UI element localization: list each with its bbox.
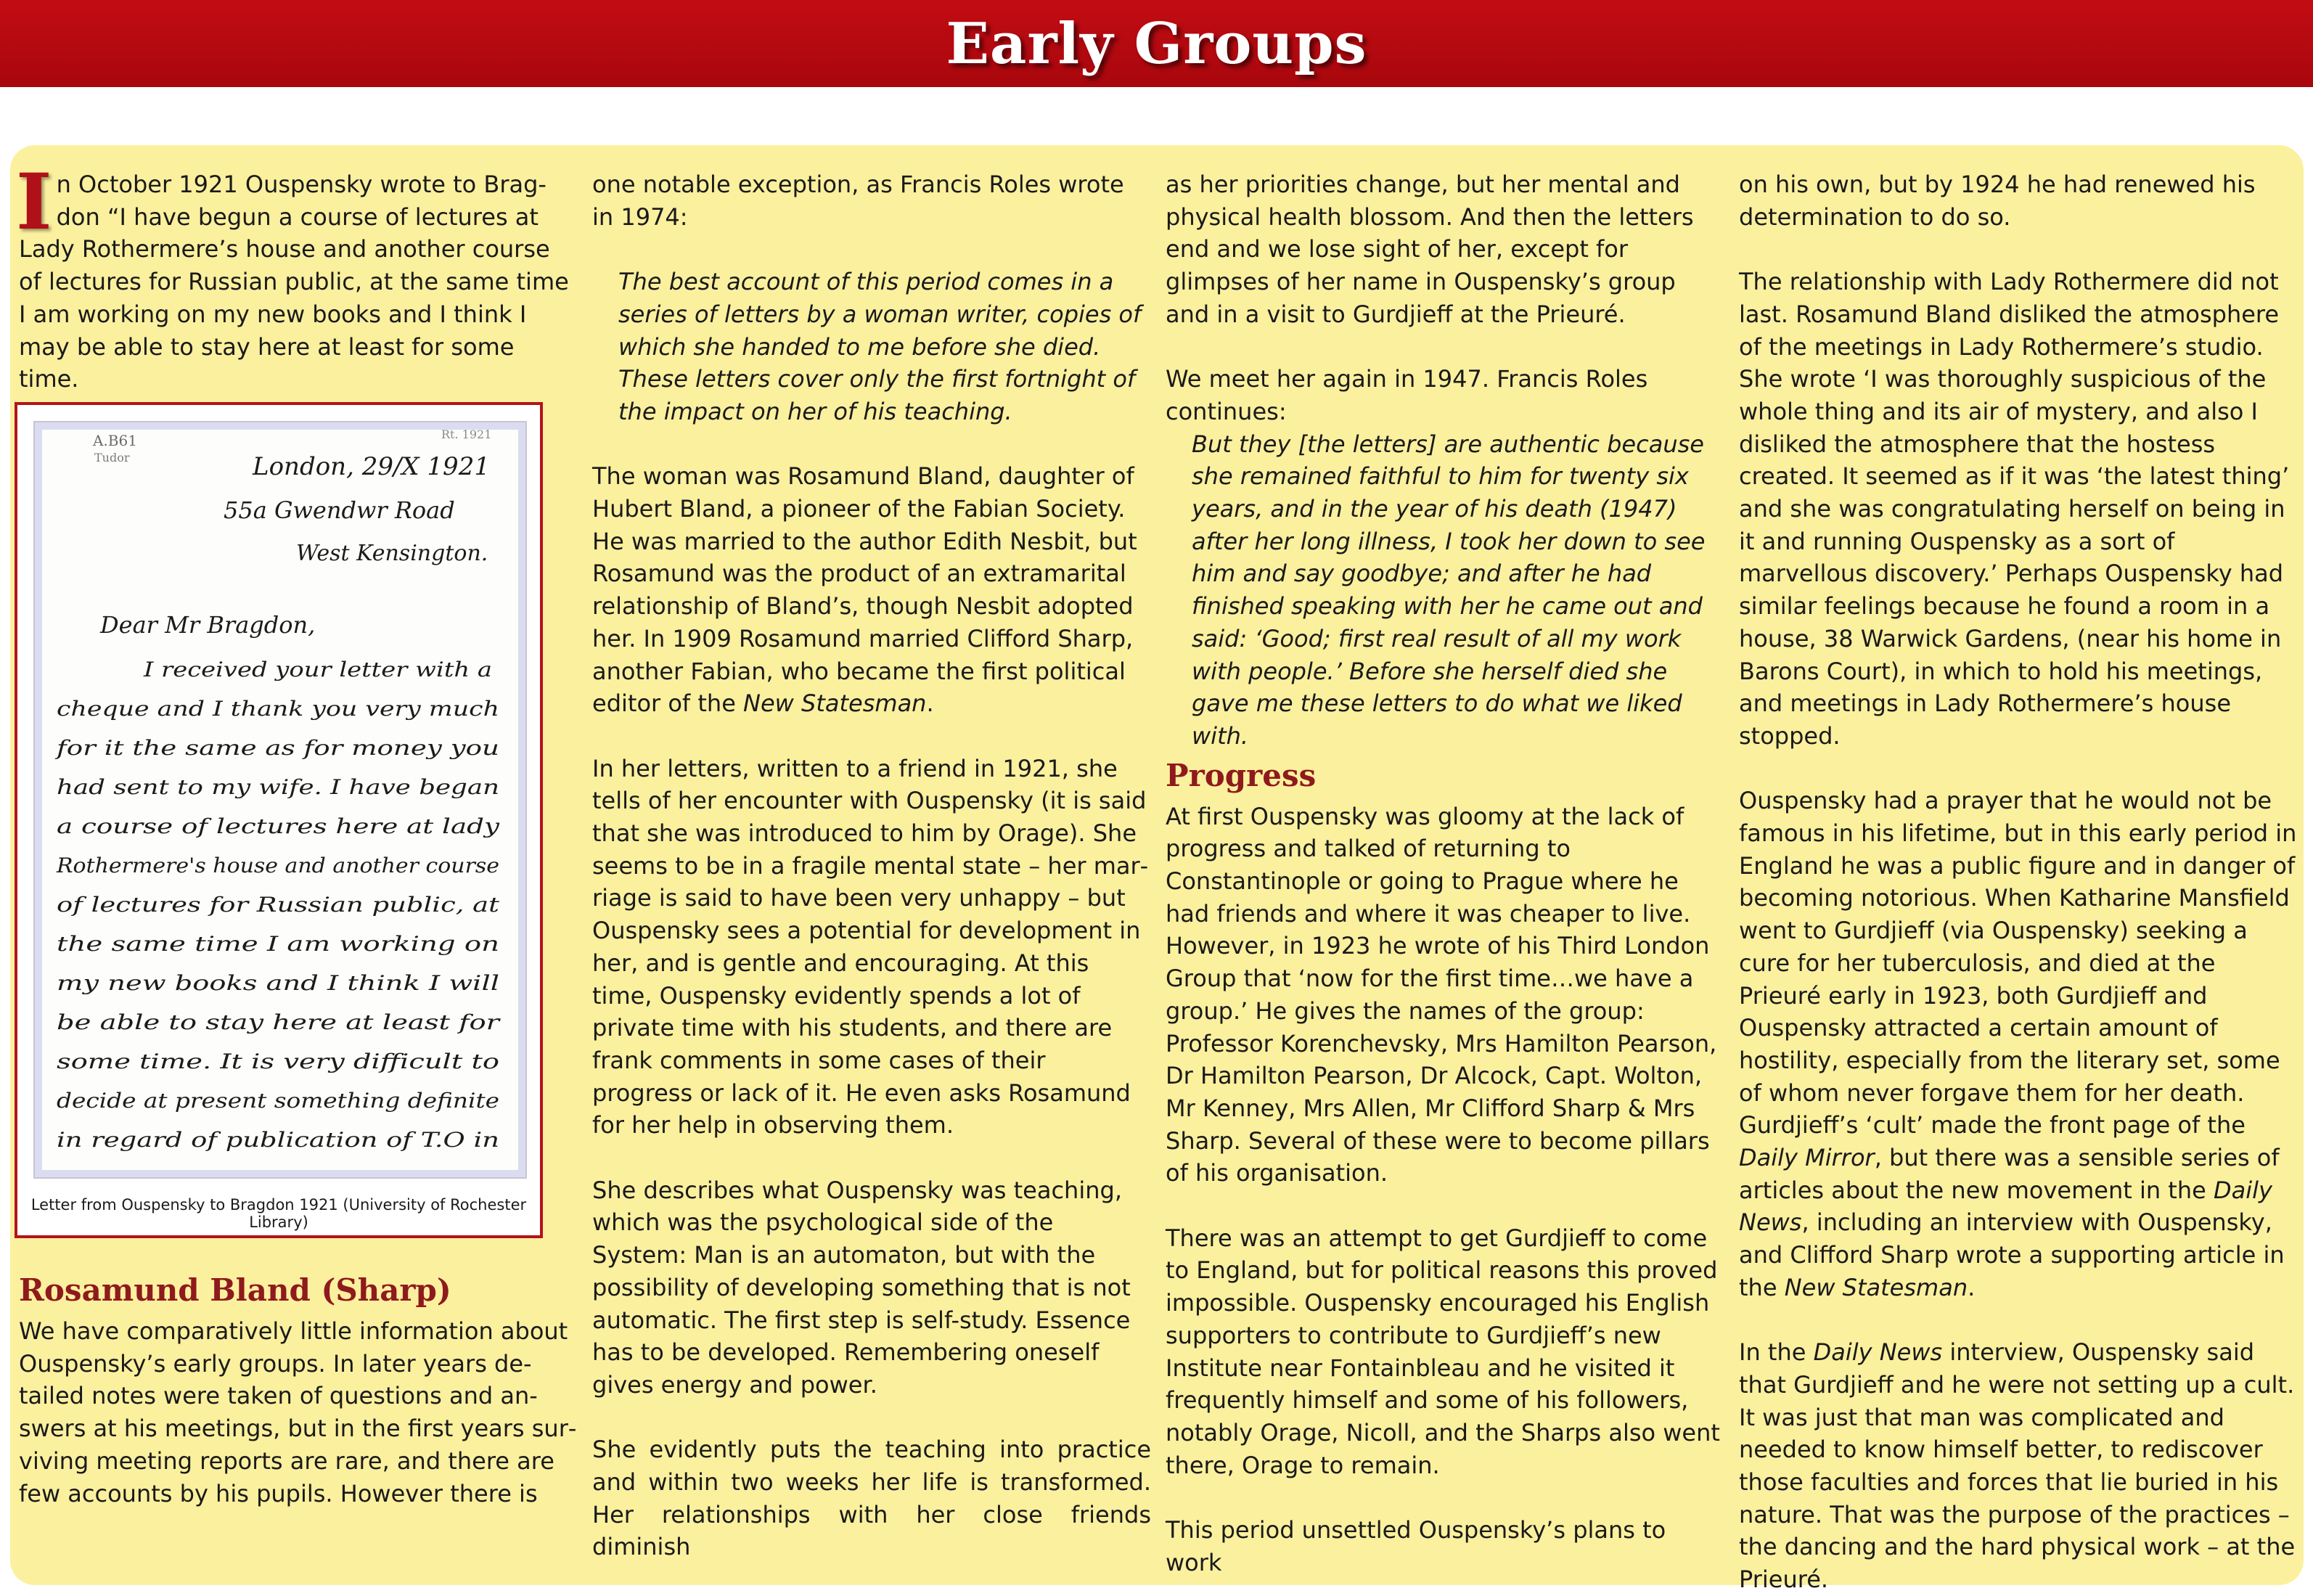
publication-title: Daily News [1813, 1338, 1943, 1367]
blockquote-roles: The best account of this period comes in a series of letters by a woman writer, copies of which she handed to me before she died. These letters cover only the first fortnight of the impact on her of his teaching. [618, 268, 1142, 425]
letter-line: in regard of publication of T.O in [57, 1128, 499, 1152]
letter-figure [15, 402, 543, 1238]
publication-title: New Statesman [1784, 1273, 1968, 1301]
paragraph: In the Daily News interview, Ouspensky said that Gurdjieff and he were not setting up a cult. It was just that man was complicated and needed to know himself better, to rediscover those faculties and forces that lie buried in his nature. That was the purpose of the practices – the dancing and the hard physical work – at the Prieuré. [1739, 1338, 2296, 1594]
paragraph: as her priorities change, but her mental and physical health blossom. And then the letters end and we lose sight of her, except for glimpses of her name in Ouspensky’s group and in a visit to Gurdjieff at the Prieuré. [1166, 171, 1694, 328]
page-title: Early Groups [946, 10, 1367, 77]
paragraph: At first Ouspensky was gloomy at the lack of progress and talked of returning to Constantinople or going to Prague where he had friends and where it was cheaper to live. However, in 1923 he wrote of his Third London Group that ‘now for the first time…we have a group.’ He gives the names of the group: Professor Korenchevsky, Mrs Hamilton Pearson, Dr Hamilton Pearson, Dr Alcock, Capt. Wolton, Mr Kenney, Mrs Allen, Mr Clifford Sharp & Mrs Sharp. Several of these were to become pillars of his organisation. [1166, 802, 1717, 1187]
publication-title: Daily Mirror [1739, 1144, 1875, 1172]
paragraph: This period unsettled Ouspensky’s plans to work [1166, 1516, 1666, 1576]
letter-line: a course of lectures here at lady [57, 814, 501, 838]
column-1-lower [19, 1272, 578, 1510]
paragraph: In her letters, written to a friend in 1921, she tells of her encounter with Ouspensky (it is said that she was introduced to him by Orage). She seems to be in a fragile mental state – her marriage is said to have been very unhappy – but Ouspensky sees a potential for development in her, and is gentle and encouraging. At this time, Ouspensky evidently spends a lot of private time with his students, and there are frank comments in some cases of their progress or lack of it. He even asks Rosamund for her help in observing them. [592, 754, 1149, 1139]
letter-body [54, 658, 501, 1152]
column-1 [16, 156, 578, 396]
paragraph: She evidently puts the teaching into practice and within two weeks her life is transformed. Her relationships with her close friends diminish [592, 1436, 1151, 1561]
column-2 [592, 168, 1151, 1563]
paragraph: We meet her again in 1947. Francis Roles continues: [1166, 365, 1648, 425]
letter-line: my new books and I think I will [57, 971, 499, 995]
letter-line: be able to stay here at least for [57, 1010, 502, 1034]
letter-corner-left-2: Tudor [94, 451, 130, 465]
letter-line: some time. It is very difficult to [57, 1049, 499, 1073]
letter-svg [35, 422, 525, 1177]
column-3 [1166, 168, 1724, 1579]
letter-address-2: West Kensington. [296, 541, 488, 566]
publication-title: Daily News [1739, 1176, 2272, 1237]
section-heading-progress: Progress [1166, 757, 1317, 793]
section-heading-rosamund: Rosamund Bland (Sharp) [19, 1272, 451, 1308]
letter-line: the same time I am working on [57, 932, 499, 956]
paragraph: There was an attempt to get Gurdjieff to come to England, but for political reasons this proved impossible. Ouspensky encouraged his English supporters to contribute to Gurdjieff’s new Institute near Fontainbleau and he visited it frequently himself and some of his followers, notably Orage, Nicoll, and the Sharps also went there, Orage to remain. [1166, 1224, 1720, 1479]
paragraph: Ouspensky had a prayer that he would not be famous in his lifetime, but in this early period in England he was a public figure and in danger of becoming notorious. When Katharine Mansfield went to Gurdjieff (via Ouspensky) seeking a cure for her tuberculosis, and died at the Prieuré early in 1923, both Gurdjieff and Ouspensky attracted a certain amount of hostility, especially from the literary set, some of whom never forgave them for her death. Gurdjieff’s ‘cult’ made the front page of the Daily Mirror, but there was a sensible series of articles about the new movement in the Daily News, including an interview with Ouspensky, and Clifford Sharp wrote a supporting article in the New Statesman. [1739, 787, 2297, 1301]
letter-line: for it the same as for money you [54, 736, 499, 760]
letter-line: I received your letter with a [142, 658, 493, 682]
letter-line: cheque and I thank you very much [57, 697, 499, 721]
figure-caption: Letter from Ouspensky to Bragdon 1921 (University of Rochester Library) [30, 1196, 527, 1231]
column-4 [1739, 168, 2298, 1596]
paragraph: The woman was Rosamund Bland, daughter of Hubert Bland, a pioneer of the Fabian Society. He was married to the author Edith Nesbit, but Rosamund was the product of an extramarital relationship of Bland’s, though Nesbit adopted her. In 1909 Rosamund married Clifford Sharp, another Fabian, who became the first political editor of the New Statesman. [592, 462, 1137, 718]
publication-title: New Statesman [743, 689, 927, 718]
paragraph: on his own, but by 1924 he had renewed his determination to do so. [1739, 171, 2256, 231]
letter-address-1: 55a Gwendwr Road [224, 496, 455, 524]
letter-line: decide at present something definite [57, 1089, 499, 1113]
drop-cap: I [16, 156, 52, 247]
letter-line: of lectures for Russian public, at [57, 893, 500, 917]
paragraph: one notable exception, as Francis Roles wrote in 1974: [592, 171, 1124, 231]
intro-paragraph: In October 1921 Ouspensky wrote to Bragdon “I have begun a course of lectures at Lady Rothermere’s house and another course of lectures for Russian public, at the same time I am working on my new books and I think I may be able to stay here at least for some time. [16, 156, 569, 393]
letter-corner-right: Rt. 1921 [441, 427, 492, 441]
paragraph: We have comparatively little information about Ouspensky’s early groups. In later years detailed notes were taken of questions and answers at his meetings, but in the first years surviving meeting reports are rare, and there are few accounts by his pupils. However there is [19, 1317, 577, 1507]
title-banner [0, 0, 2313, 87]
paragraph: She describes what Ouspensky was teaching, which was the psychological side of the System: Man is an automaton, but with the possibility of developing something that is not automatic. The first step is self-study. Essence has to be developed. Remembering oneself gives energy and power. [592, 1176, 1131, 1399]
blockquote-roles-2: But they [the letters] are authentic because she remained faithful to him for twenty six years, and in the year of his death (1947) after her long illness, I took her down to see him and say goodbye; and after he had finished speaking with her he came out and said: ‘Good; first real result of all my work with people.’ Before she herself died she gave me these letters to do what we liked with. [1192, 430, 1706, 750]
letter-date: London, 29/X 1921 [253, 452, 490, 481]
handwritten-letter-image [33, 421, 527, 1179]
paragraph: The relationship with Lady Rothermere did not last. Rosamund Bland disliked the atmosphere of the meetings in Lady Rothermere’s studio. She wrote ‘I was thoroughly suspicious of the whole thing and its air of mystery, and also I disliked the atmosphere that the hostess created. It seemed as if it was ‘the latest thing’ and she was congratulating herself on being in it and running Ouspensky as a sort of marvellous discovery.’ Perhaps Ouspensky had similar feelings because he found a room in a house, 38 Warwick Gardens, (near his home in Barons Court), in which to hold his meetings, and meetings in Lady Rothermere’s house stopped. [1739, 268, 2290, 750]
letter-line: had sent to my wife. I have began [57, 775, 499, 799]
letter-corner-left: A.B61 [93, 432, 137, 449]
letter-salutation: Dear Mr Bragdon, [100, 611, 316, 639]
letter-line: Rothermere's house and another course [55, 854, 499, 877]
